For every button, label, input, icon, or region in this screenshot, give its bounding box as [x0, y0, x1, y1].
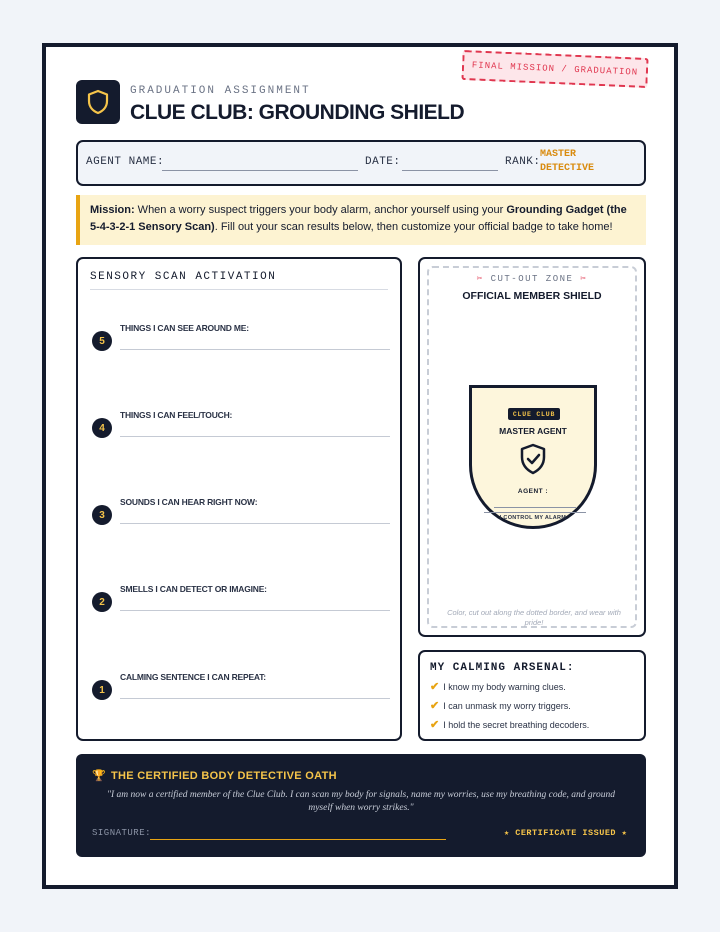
oath-quote: "I am now a certified member of the Clue Club. I can scan my body for signals, name my worries, use my breathing code, and ground myself when worry strikes."	[106, 790, 616, 813]
scan-item	[90, 410, 390, 450]
scan-item-number: 4	[92, 418, 112, 438]
final-mission-stamp: FINAL MISSION / GRADUATION	[461, 50, 648, 88]
scan-item-label: THINGS I CAN FEEL/TOUCH:	[120, 410, 233, 420]
scan-item	[90, 497, 390, 537]
scan-item-number: 2	[92, 592, 112, 612]
scan-item-number: 3	[92, 505, 112, 525]
scissors-icon: ✂	[476, 274, 484, 284]
rank-value	[540, 148, 640, 176]
mission-text-1: When a worry suspect triggers your body alarm, anchor yourself using your	[134, 204, 507, 216]
agent-info-bar	[76, 140, 646, 186]
scan-item-answer-line[interactable]	[120, 523, 390, 524]
shield-check-icon	[519, 443, 547, 475]
assignment-kicker: GRADUATION ASSIGNMENT	[130, 85, 311, 97]
agent-name-label: AGENT NAME:	[86, 156, 165, 168]
badge-rank: MASTER AGENT	[499, 426, 567, 436]
oath-panel	[76, 754, 646, 857]
grounding-gadget: Grounding Gadget (the 5-4-3-2-1 Sensory Scan)	[90, 204, 627, 233]
scan-item-number: 1	[92, 680, 112, 700]
badge-agent-label: AGENT :	[517, 488, 549, 495]
scan-item-number: 5	[92, 331, 112, 351]
scan-item-label: SMELLS I CAN DETECT OR IMAGINE:	[120, 584, 267, 594]
cutout-dotted-border	[427, 266, 637, 628]
mission-callout	[76, 195, 646, 245]
trophy-icon: 🏆	[92, 770, 106, 782]
scan-item-label: SOUNDS I CAN HEAR RIGHT NOW:	[120, 497, 258, 507]
cutout-instructions: Color, cut out along the dotted border, and wear with pride!	[447, 608, 621, 627]
agent-name-field[interactable]	[162, 170, 358, 171]
scan-item-answer-line[interactable]	[120, 610, 390, 611]
sensory-scan-title: SENSORY SCAN ACTIVATION	[90, 271, 277, 283]
signature-label: SIGNATURE:	[92, 828, 152, 838]
checkmark-icon: ✔	[430, 719, 440, 731]
signature-field[interactable]	[150, 839, 446, 840]
logo-badge	[76, 80, 120, 124]
checkmark-icon: ✔	[430, 681, 440, 693]
scan-item	[90, 672, 390, 712]
cutout-panel	[418, 257, 646, 637]
date-field[interactable]	[402, 170, 498, 171]
date-label: DATE:	[365, 156, 401, 168]
badge-motto: I CONTROL MY ALARM	[499, 515, 567, 521]
calming-arsenal-panel	[418, 650, 646, 741]
arsenal-item: ✔ I hold the secret breathing decoders.	[430, 719, 590, 731]
scan-item-label: CALMING SENTENCE I CAN REPEAT:	[120, 672, 266, 682]
scan-item	[90, 584, 390, 624]
shield-icon	[86, 89, 110, 115]
scan-item-label: THINGS I CAN SEE AROUND ME:	[120, 323, 249, 333]
page-title: CLUE CLUB: GROUNDING SHIELD	[130, 101, 465, 124]
badge-agent-line[interactable]	[494, 507, 576, 508]
official-shield-title: OFFICIAL MEMBER SHIELD	[462, 290, 602, 302]
sensory-scan-panel	[76, 257, 402, 741]
checkmark-icon: ✔	[430, 700, 440, 712]
divider	[90, 289, 388, 290]
arsenal-item: ✔ I know my body warning clues.	[430, 681, 566, 693]
member-badge	[469, 385, 597, 529]
arsenal-item: ✔ I can unmask my worry triggers.	[430, 700, 571, 712]
badge-divider	[484, 512, 586, 513]
worksheet-page	[42, 43, 678, 889]
cut-out-zone-label: ✂ CUT-OUT ZONE ✂	[476, 274, 588, 284]
mission-text-2: . Fill out your scan results below, then customize your official badge to take home!	[214, 221, 613, 233]
certificate-issued: ★ CERTIFICATE ISSUED ★	[504, 828, 628, 838]
scan-item-answer-line[interactable]	[120, 349, 390, 350]
rank-value-line1: MASTER	[540, 149, 577, 160]
oath-title: 🏆 THE CERTIFIED BODY DETECTIVE OATH	[92, 770, 337, 782]
scissors-icon: ✂	[580, 274, 588, 284]
scan-item	[90, 323, 390, 363]
scan-item-answer-line[interactable]	[120, 436, 390, 437]
rank-value-line2: DETECTIVE	[540, 163, 595, 174]
mission-lead: Mission:	[90, 204, 135, 216]
rank-label: RANK:	[505, 156, 541, 168]
calming-arsenal-title: MY CALMING ARSENAL:	[430, 662, 575, 674]
badge-club-tag: CLUE CLUB	[508, 408, 560, 420]
scan-item-answer-line[interactable]	[120, 698, 390, 699]
